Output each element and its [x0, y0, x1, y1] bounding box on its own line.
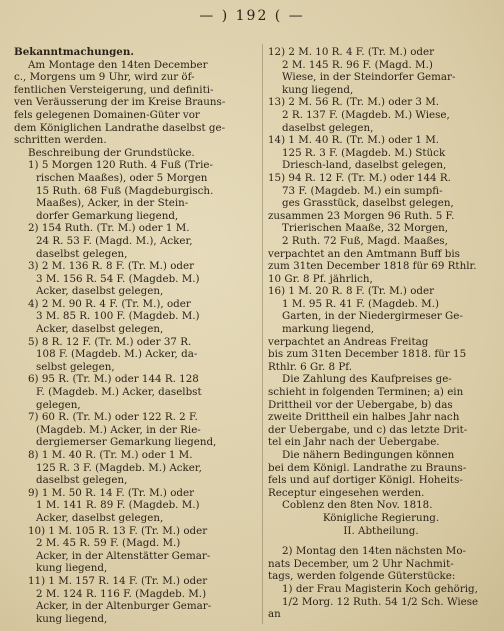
- text-line: dorfer Gemarkung liegend,: [36, 209, 179, 222]
- text-line: rischen Maaßes), oder 5 Morgen: [36, 171, 208, 184]
- text-line: bis zum 31ten December 1818. für 15: [268, 348, 467, 361]
- text-line: 3 M. 156 R. 54 F. (Magdeb. M.): [36, 272, 200, 285]
- text-line: bei dem Königl. Landrathe zu Brauns-: [268, 461, 467, 474]
- text-line: 11) 1 M. 157 R. 14 F. (Tr. M.) oder: [28, 574, 208, 587]
- text-line: 2 M. 45 R. 59 F. (Magd. M.): [36, 537, 181, 550]
- text-line: tel ein Jahr nach der Uebergabe.: [268, 436, 440, 449]
- text-line: 2 R. 137 F. (Magdeb. M.) Wiese,: [282, 108, 450, 121]
- text-line: Wiese, in der Steindorfer Gemar-: [282, 71, 456, 84]
- text-line: 2) Montag den 14ten nächsten Mo-: [282, 545, 466, 558]
- text-line: Bekanntmachungen.: [14, 46, 134, 58]
- text-line: selbst gelegen,: [36, 360, 115, 373]
- text-line: zum 31ten December 1818 für 69 Rthlr.: [268, 260, 477, 273]
- text-line: 1) der Frau Magisterin Koch gehörig,: [282, 582, 478, 595]
- text-line: 5) 8 R. 12 F. (Tr. M.) oder 37 R.: [28, 335, 192, 348]
- text-line: 4) 2 M. 90 R. 4 F. (Tr. M.), oder: [28, 297, 191, 310]
- text-line: Die Zahlung des Kaufpreises ge-: [282, 373, 452, 386]
- text-line: 1 M. 141 R. 89 F. (Magdeb. M.): [36, 499, 200, 512]
- text-line: Am Montage den 14ten December: [28, 58, 208, 71]
- text-line: 12) 2 M. 10 R. 4 F. (Tr. M.) oder: [268, 46, 435, 58]
- text-line: 13) 2 M. 56 R. (Tr. M.) oder 3 M.: [268, 96, 440, 109]
- text-line: Garten, in der Niedergirmeser Ge-: [282, 310, 463, 323]
- text-line: zweite Drittheil ein halbes Jahr nach: [268, 411, 460, 424]
- text-line: daselbst gelegen,: [36, 247, 128, 260]
- text-line: zusammen 23 Morgen 96 Ruth. 5 F.: [268, 209, 455, 222]
- text-line: fels und auf dortiger Königl. Hoheits-: [268, 474, 463, 487]
- text-line: kung liegend,: [36, 612, 108, 625]
- text-line: daselbst gelegen,: [36, 474, 128, 487]
- text-line: 9) 1 M. 50 R. 14 F. (Tr. M.) oder: [28, 486, 195, 499]
- text-line: 125 R. 3 F. (Magdeb. M.) Stück: [282, 146, 446, 159]
- text-line: 3) 2 M. 136 R. 8 F. (Tr. M.) oder: [28, 260, 195, 273]
- text-line: 1/2 Morg. 12 Ruth. 54 1/2 Sch. Wiese: [282, 595, 479, 608]
- text-line: Driesch-land, daselbst gelegen,: [282, 159, 447, 172]
- text-line: nats December, um 2 Uhr Nachmit-: [268, 557, 454, 570]
- text-line: fentlichen Versteigerung, und definiti-: [14, 83, 214, 96]
- text-line: kung liegend,: [282, 83, 354, 96]
- text-line: 2 M. 124 R. 116 F. (Magdeb. M.): [36, 587, 207, 600]
- text-line: 2 Ruth. 72 Fuß, Magd. Maaßes,: [282, 234, 448, 247]
- text-line: Maaßes), Acker, in der Stein-: [36, 197, 189, 210]
- text-line: Receptur eingesehen werden.: [268, 486, 425, 499]
- left-column: [14, 46, 261, 625]
- page-number: — ) 192 ( —: [199, 8, 305, 24]
- text-line: tags, werden folgende Güterstücke:: [268, 570, 456, 583]
- text-line: 16) 1 M. 20 R. 8 F. (Tr. M.) oder: [268, 285, 435, 298]
- text-line: Acker, in der Altenstätter Gemar-: [36, 549, 211, 562]
- text-line: Acker, in der Altenburger Gemar-: [36, 600, 212, 613]
- text-line: 1) 5 Morgen 120 Ruth. 4 Fuß (Trie-: [28, 159, 213, 172]
- text-line: 10 Gr. 8 Pf. jährlich,: [268, 272, 373, 285]
- text-line: 2) 154 Ruth. (Tr. M.) oder 1 M.: [28, 222, 190, 235]
- text-line: 1 M. 95 R. 41 F. (Magdeb. M.): [282, 297, 439, 310]
- text-line: Drittheil vor der Uebergabe, b) das: [268, 398, 453, 411]
- text-line: fels gelegenen Domainen-Güter vor: [14, 108, 200, 121]
- text-line: 14) 1 M. 40 R. (Tr. M.) oder 1 M.: [268, 134, 440, 147]
- text-line: ges Grasstück, daselbst gelegen,: [282, 197, 454, 210]
- text-line: Acker, daselbst gelegen,: [36, 285, 164, 298]
- text-line: Coblenz den 8ten Nov. 1818.: [282, 499, 433, 512]
- text-line: Trierischen Maaße, 32 Morgen,: [282, 222, 449, 235]
- text-line: gelegen,: [36, 398, 81, 411]
- text-line: 108 F. (Magdeb. M.) Acker, da-: [36, 348, 198, 361]
- text-line: Königliche Regierung.: [322, 511, 440, 524]
- column-divider: [262, 44, 263, 624]
- text-line: II. Abtheilung.: [343, 524, 419, 537]
- text-line: 6) 95 R. (Tr. M.) oder 144 R. 128: [28, 373, 199, 386]
- text-line: c., Morgens um 9 Uhr, wird zur öf-: [14, 71, 195, 84]
- text-line: Acker, daselbst gelegen,: [36, 511, 164, 524]
- text-line: markung liegend,: [282, 323, 375, 336]
- text-line: Die nähern Bedingungen können: [282, 449, 455, 461]
- text-line: verpachtet an den Amtmann Buff bis: [268, 247, 460, 260]
- text-line: F. (Magdeb. M.) Acker, daselbst: [36, 386, 202, 399]
- text-line: 125 R. 3 F. (Magdeb. M.) Acker,: [36, 461, 202, 474]
- text-line: dergiemerser Gemarkung liegend,: [36, 436, 217, 449]
- text-line: 73 F. (Magdeb. M.) ein sumpfi-: [282, 184, 443, 197]
- text-line: 8) 1 M. 40 R. (Tr. M.) oder 1 M.: [28, 449, 193, 461]
- right-column: [268, 46, 494, 621]
- text-line: 10) 1 M. 105 R. 13 F. (Tr. M.) oder: [28, 524, 208, 537]
- text-line: Rthlr. 6 Gr. 8 Pf.: [268, 360, 353, 373]
- text-line: 3 M. 85 R. 100 F. (Magdeb. M.): [36, 310, 200, 323]
- text-line: Acker, daselbst gelegen,: [36, 323, 164, 336]
- text-line: an: [268, 608, 281, 621]
- text-line: (Magdeb. M.) Acker, in der Rie-: [36, 423, 201, 436]
- text-line: 24 R. 53 F. (Magd. M.), Acker,: [36, 234, 193, 247]
- text-line: kung liegend,: [36, 562, 108, 575]
- text-line: dem Königlichen Landrathe daselbst ge-: [14, 121, 226, 134]
- text-line: 7) 60 R. (Tr. M.) oder 122 R. 2 F.: [28, 411, 198, 424]
- text-line: schieht in folgenden Terminen; a) ein: [268, 386, 464, 399]
- text-line: schritten werden.: [14, 134, 107, 147]
- text-line: 2 M. 145 R. 96 F. (Magd. M.): [282, 58, 433, 71]
- text-line: [268, 537, 494, 545]
- text-line: der Uebergabe, und c) das letzte Drit-: [268, 423, 468, 436]
- text-line: verpachtet an Andreas Freitag: [268, 335, 429, 348]
- text-line: 15 Ruth. 68 Fuß (Magdeburgisch.: [36, 184, 214, 197]
- text-line: 15) 94 R. 12 F. (Tr. M.) oder 144 R.: [268, 171, 451, 184]
- text-line: ven Veräusserung der im Kreise Brauns-: [14, 96, 226, 109]
- text-line: Beschreibung der Grundstücke.: [28, 146, 195, 159]
- text-line: daselbst gelegen,: [282, 121, 374, 134]
